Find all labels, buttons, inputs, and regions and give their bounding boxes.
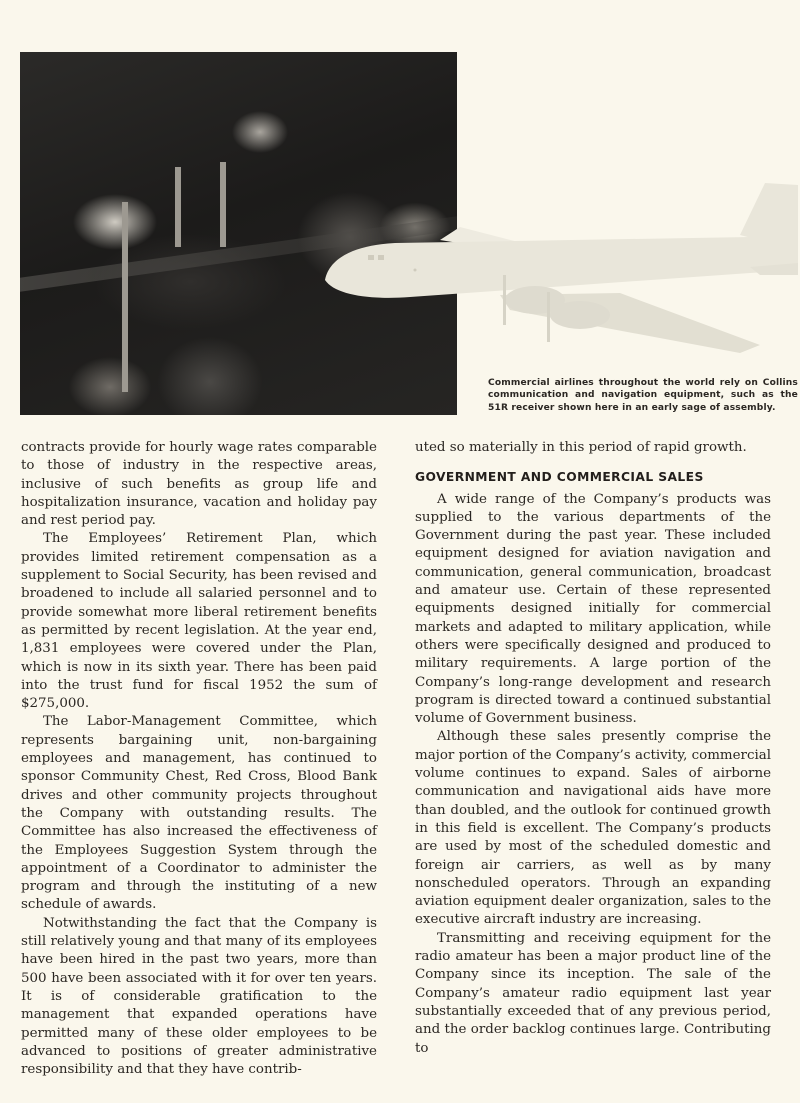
paragraph-labor-management: The Labor-Management Committee, which represents bargaining unit, non-bargaining employees and management, has continued to sponsor Community Chest, Red Cross, Blood Bank drives and other community projects throughout the Company with outstanding results. The Committee has also increased the effectiveness of the Employees Suggestion System through the appointment of a Coordinator to administer the program and through the instituting of a new schedule of awards. xyxy=(21,714,377,913)
paragraph-amateur-radio: Transmitting and receiving equipment for the radio amateur has been a major product line of the Company since its inception. The sale of the Company’s amateur radio equipment last year substantially exceeded that of any previous period, and the order backlog continues large. Contributing to xyxy=(415,930,771,1056)
paragraph-commercial-volume: Although these sales presently comprise the major portion of the Company’s activity, commercial volume continues to expand. Sales of airborne communication and navigational aids have more than doubled, and the outlook for continued growth in this field is excellent. The Company’s products are used by most of the scheduled domestic and foreign air carriers, as well as by many nonscheduled operators. Through an expanding aviation equipment dealer organization, sales to the executive aircraft industry are increasing. xyxy=(415,729,771,928)
airplane-illustration xyxy=(320,175,800,365)
paragraph-continuation: uted so materially in this period of rapid growth. xyxy=(415,440,747,455)
bench-post xyxy=(220,162,226,247)
left-text-column xyxy=(21,439,377,1079)
right-text-column xyxy=(415,439,771,1058)
paragraph-retirement-plan: The Employees’ Retirement Plan, which provides limited retirement compensation as a supplement to Social Security, has been revised and broadened to include all salaried personnel and to provide somewhat more liberal retirement benefits as permitted by recent legislation. At the year end, 1,831 employees were covered under the Plan, which is now in its sixth year. There has been paid into the trust fund for fiscal 1952 the sum of $275,000. xyxy=(21,531,377,712)
paragraph-wage-rates: contracts provide for hourly wage rates comparable to those of industry in the respective areas, inclusive of such benefits as group life and hospitalization insurance, vacation and holiday pay and rest period pay. xyxy=(21,440,377,529)
photo-caption: Commercial airlines throughout the world rely on Collins communication and navigation equipment, such as the 51R receiver shown here in an early sage of assembly. xyxy=(488,378,798,413)
section-heading: GOVERNMENT AND COMMERCIAL SALES xyxy=(415,470,704,485)
bench-post xyxy=(122,202,128,392)
paragraph-government-sales: A wide range of the Company’s products was supplied to the various departments of the Government during the past year. These included equipment designed for aviation navigation and communication, general communication, broadcast and amateur use. Certain of these represented equipments designed initially for commercial markets and adapted to military application, while others were specifically designed and produced to military requirements. A large portion of the Company’s long-range development and research program is directed toward a continued substantial volume of Government business. xyxy=(415,491,771,727)
bench-post xyxy=(175,167,181,247)
paragraph-employee-tenure: Notwithstanding the fact that the Company is still relatively young and that many of its employees have been hired in the past two years, more than 500 have been associated with it for over ten years. It is of considerable gratification to the management that expanded operations have permitted many of these older employees to be advanced to positions of greater administrative responsibility and that they have contrib- xyxy=(21,915,377,1078)
